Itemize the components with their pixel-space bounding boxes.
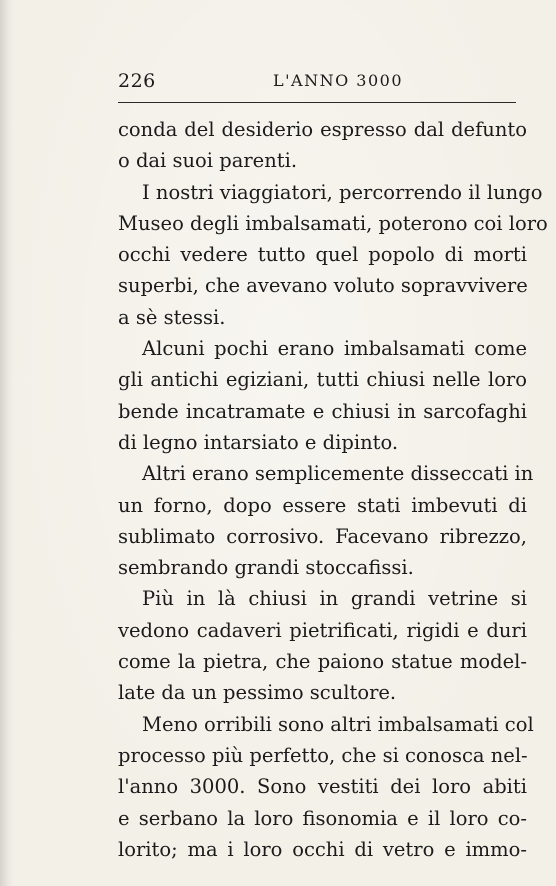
text-line: I nostri viaggiatori, percorrendo il lungo — [142, 180, 543, 204]
text-line: Meno orribili sono altri imbalsamati col — [142, 712, 534, 736]
paragraph-6 — [118, 709, 534, 865]
text-line: sublimato corrosivo. Facevano ribrezzo, — [118, 524, 527, 548]
text-line: un forno, dopo essere stati imbevuti di — [118, 493, 527, 517]
text-line: Alcuni pochi erano imbalsamati come — [142, 337, 527, 361]
text-line: processo più perfetto, che si conosca nel- — [118, 743, 528, 767]
text-line: o dai suoi parenti. — [118, 149, 298, 173]
header-rule — [118, 102, 516, 103]
text-line: late da un pessimo scultore. — [118, 681, 397, 705]
text-line: e serbano la loro fisonomia e il loro co- — [118, 806, 527, 830]
text-line: vedono cadaveri pietrificati, rigidi e duri — [118, 618, 527, 642]
text-line: conda del desiderio espresso dal defunto — [118, 118, 527, 141]
text-line: bende incatramate e chiusi in sarcofaghi — [118, 399, 527, 423]
text-line: lorito; ma i loro occhi di vetro e immo- — [118, 837, 527, 861]
paragraph-3 — [118, 333, 528, 458]
text-line: occhi vedere tutto quel popolo di morti — [118, 243, 527, 267]
text-line: gli antichi egiziani, tutti chiusi nelle loro — [118, 368, 527, 392]
running-title: L'ANNO 3000 — [273, 71, 403, 90]
text-line: Altri erano semplicemente disseccati in — [142, 462, 534, 486]
text-line: a sè stessi. — [118, 305, 226, 329]
text-line: sembrando grandi stoccafissi. — [118, 556, 414, 580]
text-line: come la pietra, che paiono statue model- — [118, 650, 527, 674]
paragraph-4 — [118, 458, 534, 583]
text-line: Più in là chiusi in grandi vetrine si — [142, 587, 527, 611]
text-line: superbi, che avevano voluto sopravvivere — [118, 274, 528, 298]
running-head — [118, 70, 516, 98]
text-line: l'anno 3000. Sono vestiti dei loro abiti — [118, 775, 527, 799]
paragraph-5 — [118, 583, 528, 708]
body-text — [118, 114, 548, 865]
paragraph-1 — [118, 114, 528, 177]
text-line: di legno intarsiato e dipinto. — [118, 430, 399, 454]
paragraph-2 — [118, 177, 548, 333]
page-number: 226 — [118, 70, 156, 92]
text-line: Museo degli imbalsamati, poterono coi loro — [118, 211, 548, 235]
page-gutter-shadow — [0, 0, 14, 886]
